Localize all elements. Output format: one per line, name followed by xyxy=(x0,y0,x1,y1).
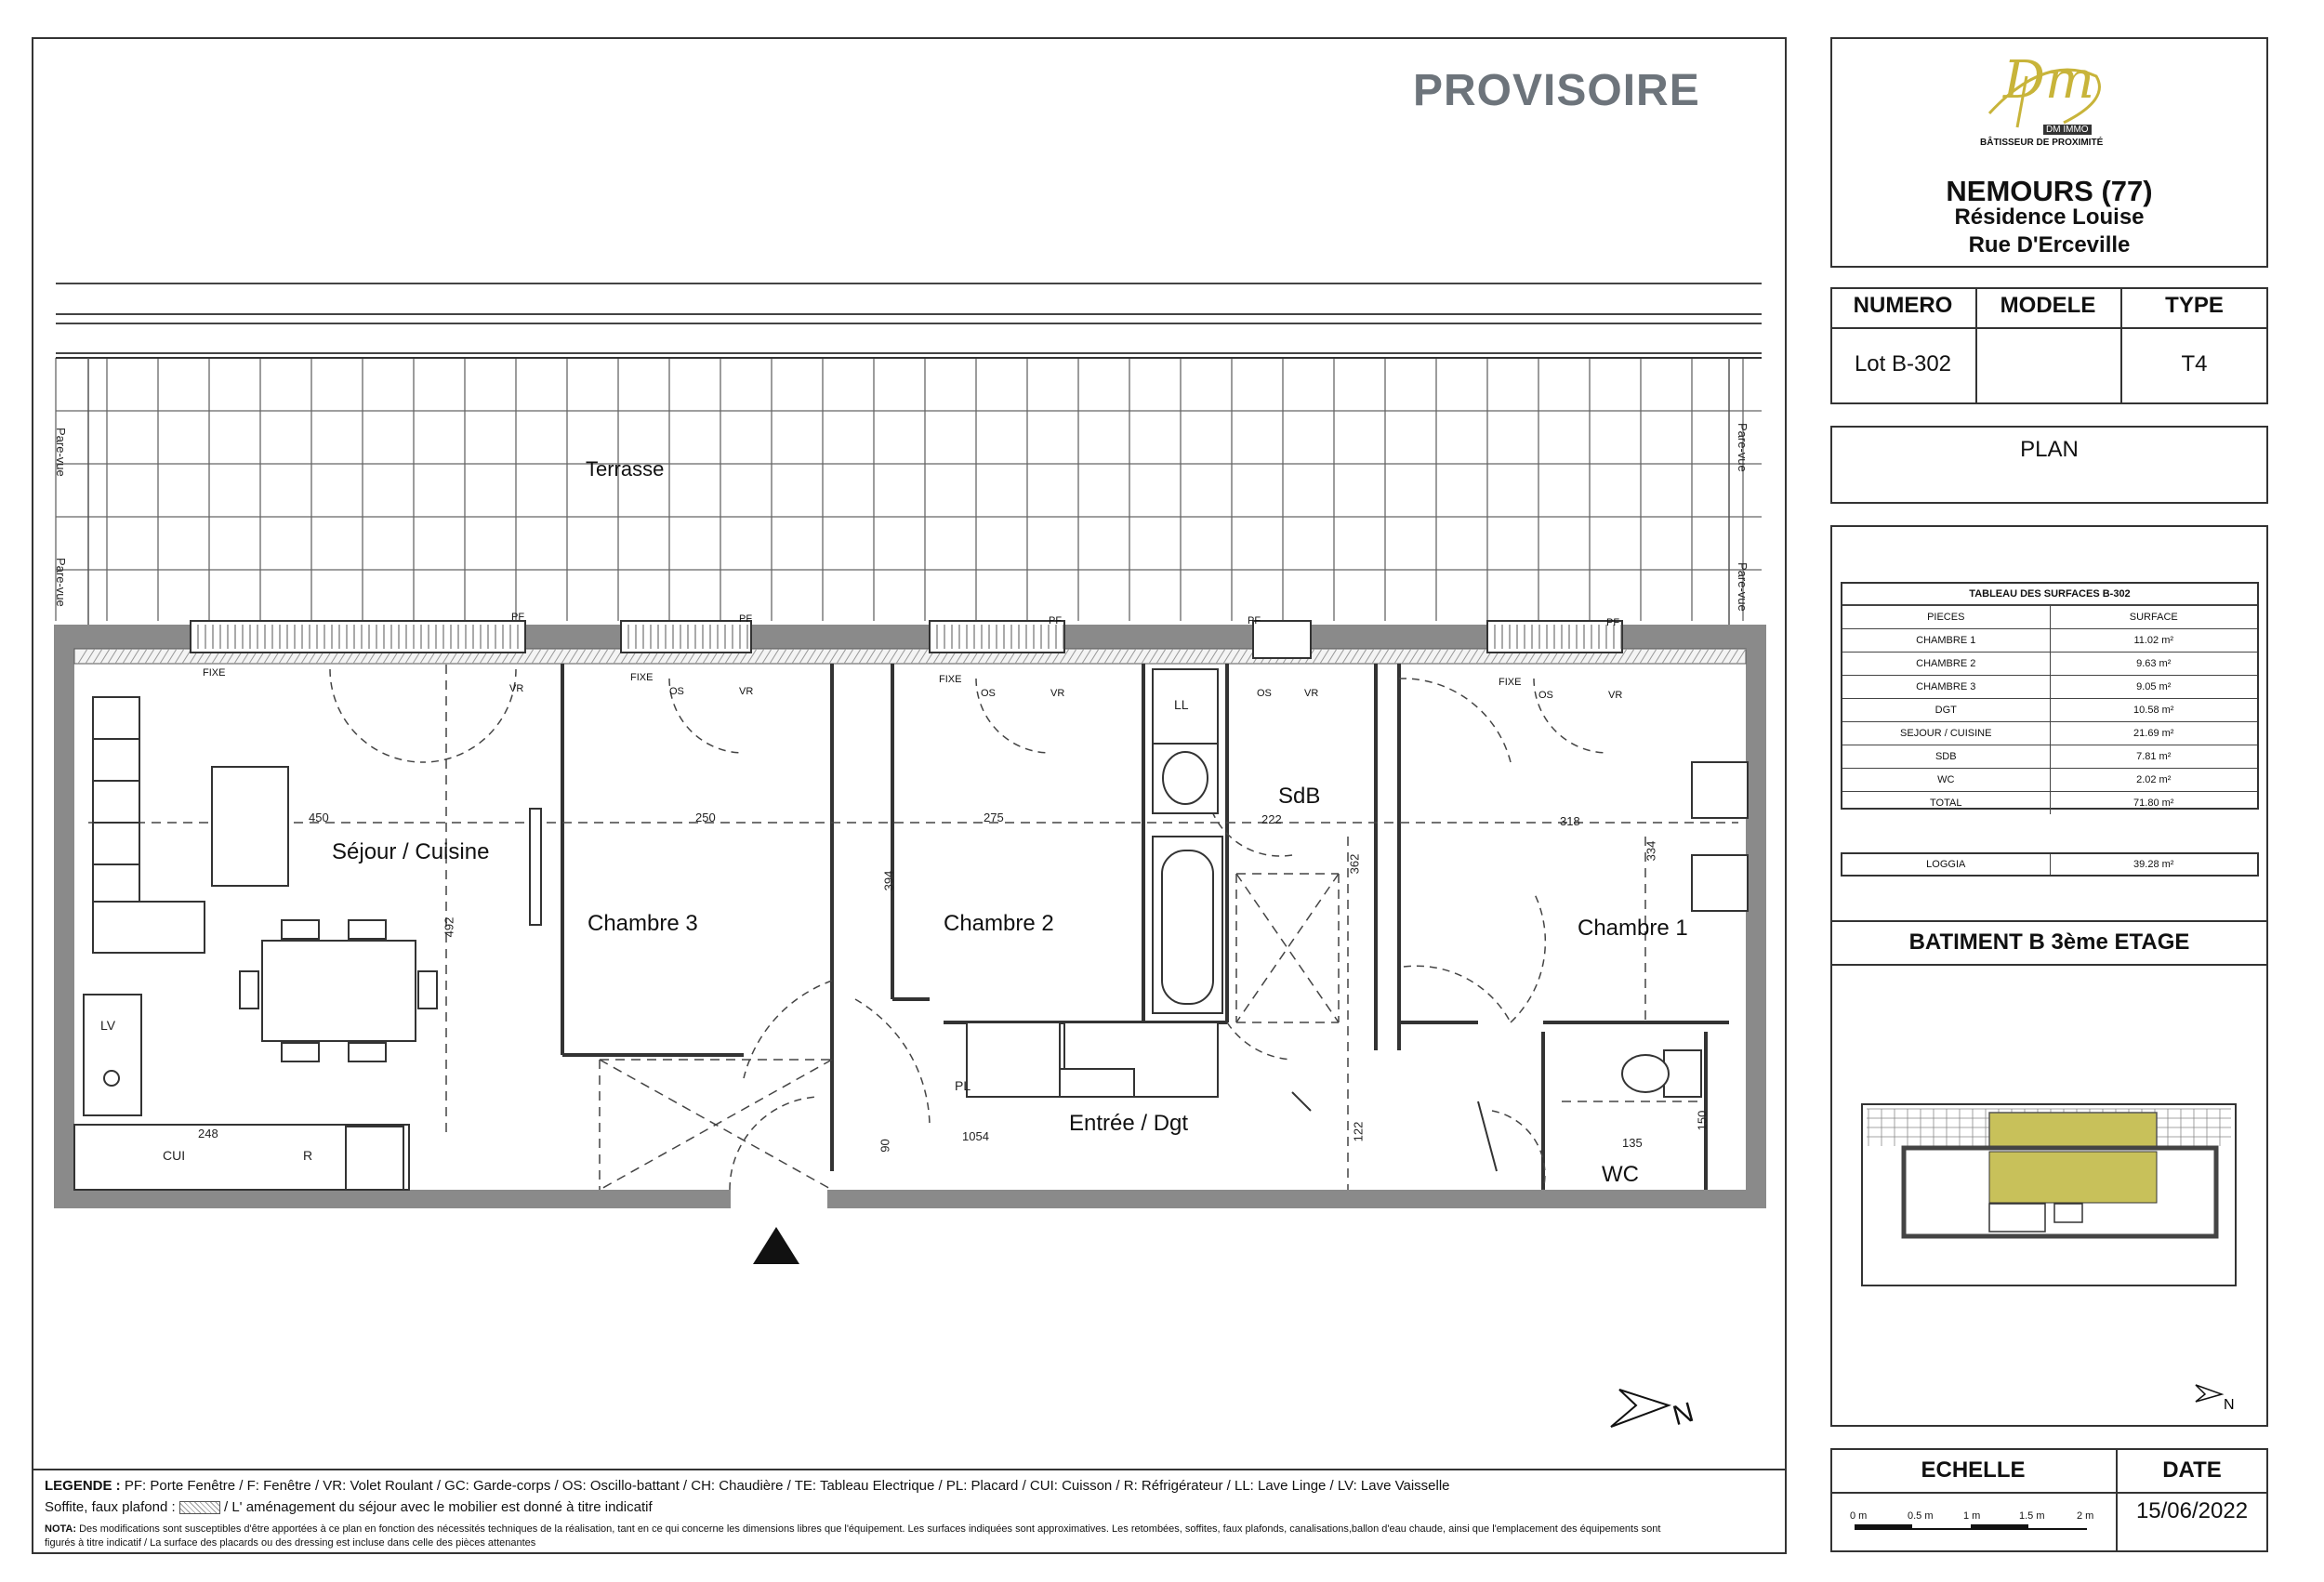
dimension-label: 122 xyxy=(1351,1121,1366,1142)
note-title: NOTA: xyxy=(45,1523,77,1535)
header-modele: MODELE xyxy=(2000,293,2096,318)
logo-tagline: BÂTISSEUR DE PROXIMITÉ xyxy=(1980,138,2104,148)
label-vr: VR xyxy=(1304,688,1319,699)
pare-vue-label: Pare-vue xyxy=(54,428,68,477)
scale-tick: 1 m xyxy=(1963,1510,1981,1522)
legend-line2 xyxy=(45,1499,653,1515)
label-pf: PF xyxy=(511,612,525,623)
room-label-sejour: Séjour / Cuisine xyxy=(332,839,490,864)
room-label-wc: WC xyxy=(1602,1162,1639,1187)
surface-value: 11.02 m² xyxy=(2133,635,2174,646)
dimension-label: 318 xyxy=(1560,814,1580,828)
dimension-label: 450 xyxy=(309,811,329,824)
entry-marker xyxy=(753,1227,799,1264)
room-label-chambre1: Chambre 1 xyxy=(1578,916,1688,941)
dimension-label: 222 xyxy=(1261,812,1282,826)
legend-line1 xyxy=(45,1478,1450,1494)
soffit-swatch xyxy=(179,1501,220,1514)
room-label-sdb: SdB xyxy=(1278,784,1321,809)
exterior-walls xyxy=(54,625,1766,1208)
dimension-label: 248 xyxy=(198,1127,218,1140)
room-label-entree: Entrée / Dgt xyxy=(1069,1111,1189,1136)
header-type: TYPE xyxy=(2165,293,2224,318)
legend-title: LEGENDE : xyxy=(45,1478,121,1494)
plan-label: PLAN xyxy=(2020,437,2079,462)
label-pf: PF xyxy=(1248,615,1261,626)
label-fixe: FIXE xyxy=(939,674,962,685)
surface-piece: CHAMBRE 3 xyxy=(1842,676,2051,698)
scale-tick: 2 m xyxy=(2077,1510,2094,1522)
loggia-row xyxy=(1841,852,2259,877)
label-pf: PF xyxy=(1049,615,1063,626)
sofa xyxy=(93,697,205,953)
label-fixe: FIXE xyxy=(203,667,226,679)
scale-bar xyxy=(1855,1524,2087,1534)
label-lv: LV xyxy=(100,1018,116,1033)
project-residence: Résidence Louise xyxy=(1954,204,2145,230)
surface-piece: CHAMBRE 1 xyxy=(1842,629,2051,652)
surface-piece: TOTAL xyxy=(1842,792,2051,814)
surface-value: 10.58 m² xyxy=(2133,705,2174,716)
north-letter: N xyxy=(1669,1396,1697,1432)
surfaces-table xyxy=(1841,582,2259,810)
dining-table xyxy=(240,920,437,1061)
dimension-label: 492 xyxy=(442,916,456,938)
surface-value: 71.80 m² xyxy=(2133,798,2174,809)
pare-vue-label: Pare-vue xyxy=(1736,423,1750,472)
label-fixe: FIXE xyxy=(1499,677,1522,688)
label-pf: PF xyxy=(1606,617,1620,628)
scale-tick: 0 m xyxy=(1850,1510,1868,1522)
surface-value: 9.63 m² xyxy=(2136,658,2172,669)
label-vr: VR xyxy=(739,686,754,697)
label-os: OS xyxy=(669,686,684,697)
surface-piece: WC xyxy=(1842,769,2051,791)
dimension-label: 250 xyxy=(695,811,716,824)
dimension-label: 334 xyxy=(1644,840,1658,862)
value-numero: Lot B-302 xyxy=(1854,351,1952,376)
surface-piece: DGT xyxy=(1842,699,2051,721)
legend-soffit-label: Soffite, faux plafond : xyxy=(45,1499,176,1515)
note-text: Des modifications sont susceptibles d'être apportées à ce plan en fonction des nécessités techniques de la réalisation, tant en ce qui concerne les dimensions libres que l'équipement. Les surfaces indiquées sont approximatives. Les retombées, soffites, faux plafonds, canalisations,ballon d'eau chaude, ainsi que l'emplacement des équipements sont figurés à titre indicatif / La surface des placards ou des dressing est incluse dans celle des pièces attenantes xyxy=(45,1523,1661,1549)
surface-value: 7.81 m² xyxy=(2136,751,2172,762)
dimension-label: 90 xyxy=(878,1139,892,1153)
surface-piece: SEJOUR / CUISINE xyxy=(1842,722,2051,745)
loggia-surface: 39.28 m² xyxy=(2133,859,2174,870)
label-os: OS xyxy=(981,688,996,699)
label-vr: VR xyxy=(1050,688,1065,699)
surface-value: 9.05 m² xyxy=(2136,681,2172,692)
label-os: OS xyxy=(1538,690,1553,701)
surface-piece: SDB xyxy=(1842,745,2051,768)
dimension-label: 275 xyxy=(984,811,1004,824)
header-numero: NUMERO xyxy=(1853,293,1953,318)
label-os: OS xyxy=(1257,688,1272,699)
soffit-lines xyxy=(88,665,1738,1190)
terrace-tile-grid xyxy=(56,358,1762,621)
label-vr: VR xyxy=(1608,690,1623,701)
label-vr: VR xyxy=(509,683,524,694)
scale-tick: 1.5 m xyxy=(2019,1510,2045,1522)
north-arrow-plan xyxy=(1611,1390,1669,1427)
surfaces-header-piece: PIECES xyxy=(1842,606,2051,628)
legend-text: PF: Porte Fenêtre / F: Fenêtre / VR: Volet Roulant / GC: Garde-corps / OS: Oscillo-battant / CH: Chaudière / TE: Tableau Electrique / PL: Placard / CUI: Cuisson / R: Réfrigérateur / LL: Lave Linge / LV: Lave Vaisselle xyxy=(124,1478,1450,1494)
north-arrow-keyplan-icon xyxy=(2194,1383,2240,1416)
label-ll: LL xyxy=(1174,697,1189,712)
coffee-table xyxy=(212,767,288,886)
dimension-label: 362 xyxy=(1347,853,1362,875)
surface-piece: CHAMBRE 2 xyxy=(1842,653,2051,675)
surfaces-title: TABLEAU DES SURFACES B-302 xyxy=(1969,588,2131,600)
label-pf: PF xyxy=(739,613,753,625)
logo-monogram: Dm xyxy=(2003,50,2094,111)
batiment-label: BATIMENT B 3ème ETAGE xyxy=(1908,929,2190,955)
loggia-piece: LOGGIA xyxy=(1842,854,2051,875)
label-cui: CUI xyxy=(163,1148,186,1163)
room-label-chambre3: Chambre 3 xyxy=(588,911,698,936)
logo-brand: DM IMMO xyxy=(2043,125,2092,135)
dimension-label: 150 xyxy=(1695,1110,1710,1131)
value-type: T4 xyxy=(2181,351,2208,376)
pare-vue-label: Pare-vue xyxy=(54,558,68,607)
date-label: DATE xyxy=(2162,1457,2222,1483)
surfaces-header-surface: SURFACE xyxy=(2129,612,2178,623)
key-plan xyxy=(1859,1101,2240,1292)
label-r: R xyxy=(303,1148,313,1163)
surface-value: 2.02 m² xyxy=(2136,774,2172,785)
svg-text:N: N xyxy=(2224,1397,2235,1413)
echelle-label: ECHELLE xyxy=(1921,1457,2026,1483)
dimension-label: 135 xyxy=(1622,1136,1643,1150)
surface-value: 21.69 m² xyxy=(2133,728,2174,739)
scale-tick: 0.5 m xyxy=(1908,1510,1934,1522)
terrace-rails xyxy=(56,283,1762,353)
terrace-label: Terrasse xyxy=(586,457,665,481)
dimension-label: 1054 xyxy=(962,1129,989,1143)
provisoire-stamp: PROVISOIRE xyxy=(1413,66,1700,115)
label-pl: PL xyxy=(955,1078,971,1093)
dimension-label: 394 xyxy=(881,870,896,891)
project-street: Rue D'Erceville xyxy=(1968,232,2131,257)
pare-vue-label: Pare-vue xyxy=(1736,562,1750,612)
date-value: 15/06/2022 xyxy=(2135,1498,2249,1523)
label-fixe: FIXE xyxy=(630,672,654,683)
bathroom-fixtures xyxy=(967,669,1748,1097)
project-city: NEMOURS (77) xyxy=(1946,175,2153,207)
room-label-chambre2: Chambre 2 xyxy=(944,911,1054,936)
dm-immo-logo xyxy=(1971,48,2129,151)
legend-furniture-note: / L' aménagement du séjour avec le mobilier est donné à titre indicatif xyxy=(224,1499,653,1515)
legend-note xyxy=(45,1523,1681,1550)
